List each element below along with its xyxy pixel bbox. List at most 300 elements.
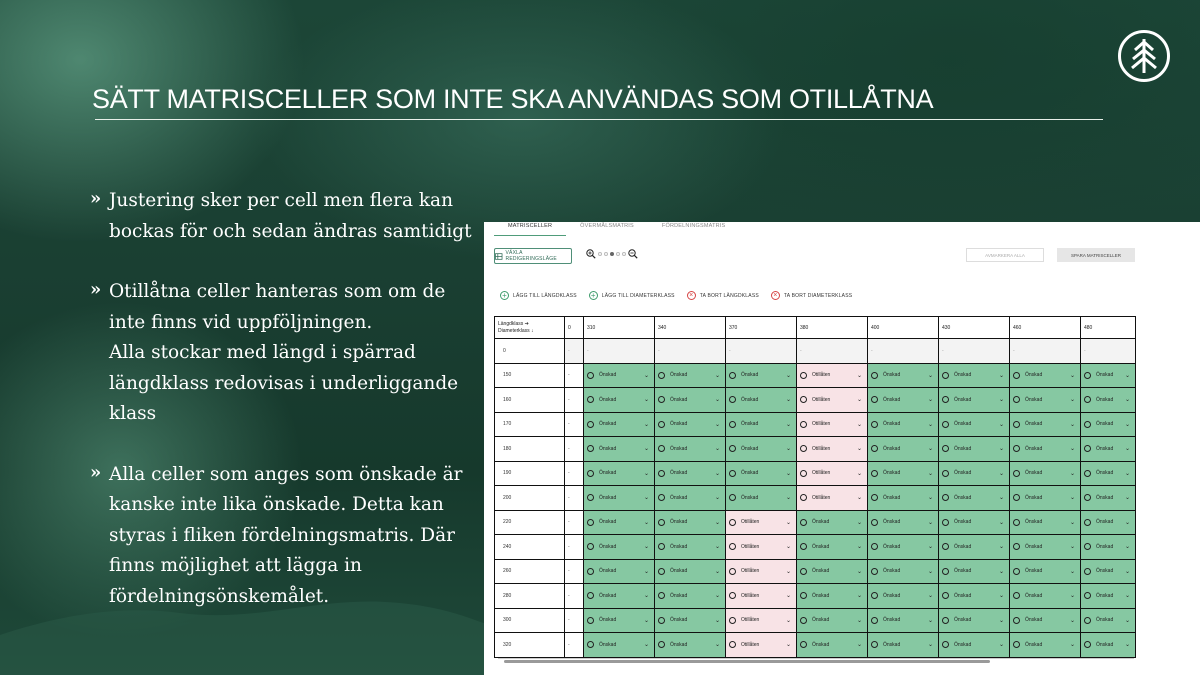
- length-class-header[interactable]: 380: [797, 317, 868, 339]
- matrix-cell-desired[interactable]: [939, 608, 1010, 633]
- horizontal-scrollbar[interactable]: [498, 658, 1134, 663]
- matrix-cell-desired[interactable]: [1010, 633, 1081, 658]
- length-class-header[interactable]: 370: [726, 317, 797, 339]
- cell-checkbox[interactable]: [587, 396, 594, 403]
- matrix-cell-desired[interactable]: [726, 363, 797, 388]
- cell-checkbox[interactable]: [587, 543, 594, 550]
- cell-select[interactable]: [658, 470, 722, 477]
- cell-checkbox[interactable]: [658, 519, 665, 526]
- cell-select[interactable]: [587, 617, 651, 624]
- matrix-cell-desired[interactable]: [1010, 510, 1081, 535]
- chevron-down-icon[interactable]: ⌄: [856, 470, 862, 477]
- cell-checkbox[interactable]: [1084, 568, 1091, 575]
- matrix-cell-desired[interactable]: [939, 412, 1010, 437]
- matrix-cell-desired[interactable]: [868, 412, 939, 437]
- chevron-down-icon[interactable]: ⌄: [714, 470, 720, 477]
- matrix-cell-desired[interactable]: [584, 412, 655, 437]
- diameter-class-header[interactable]: 320: [495, 633, 565, 658]
- cell-checkbox[interactable]: [942, 396, 949, 403]
- matrix-cell-desired[interactable]: [655, 486, 726, 511]
- cell-checkbox[interactable]: [729, 372, 736, 379]
- cell-checkbox[interactable]: [1013, 372, 1020, 379]
- chevron-down-icon[interactable]: ⌄: [927, 544, 933, 551]
- cell-select[interactable]: [587, 421, 651, 428]
- cell-checkbox[interactable]: [800, 396, 807, 403]
- cell-checkbox[interactable]: [871, 470, 878, 477]
- cell-checkbox[interactable]: [729, 543, 736, 550]
- cell-checkbox[interactable]: [942, 445, 949, 452]
- cell-checkbox[interactable]: [800, 494, 807, 501]
- cell-checkbox[interactable]: [587, 494, 594, 501]
- chevron-down-icon[interactable]: ⌄: [643, 495, 649, 502]
- chevron-down-icon[interactable]: ⌄: [714, 568, 720, 575]
- matrix-cell-desired[interactable]: [655, 559, 726, 584]
- matrix-cell-desired[interactable]: [584, 559, 655, 584]
- matrix-cell-desired[interactable]: [1081, 486, 1136, 511]
- chevron-down-icon[interactable]: ⌄: [856, 642, 862, 649]
- matrix-cell-forbidden[interactable]: [797, 437, 868, 462]
- chevron-down-icon[interactable]: ⌄: [714, 544, 720, 551]
- chevron-down-icon[interactable]: ⌄: [1069, 519, 1075, 526]
- chevron-down-icon[interactable]: ⌄: [856, 519, 862, 526]
- chevron-down-icon[interactable]: ⌄: [856, 372, 862, 379]
- cell-select[interactable]: [1013, 592, 1077, 599]
- matrix-cell-desired[interactable]: [584, 584, 655, 609]
- chevron-down-icon[interactable]: ⌄: [998, 519, 1004, 526]
- cell-checkbox[interactable]: [1084, 543, 1091, 550]
- matrix-cell-desired[interactable]: [939, 584, 1010, 609]
- cell-checkbox[interactable]: [587, 592, 594, 599]
- cell-select[interactable]: [658, 592, 722, 599]
- matrix-cell-forbidden[interactable]: [797, 388, 868, 413]
- cell-select[interactable]: [800, 519, 864, 526]
- chevron-down-icon[interactable]: ⌄: [643, 642, 649, 649]
- cell-select[interactable]: [1013, 445, 1077, 452]
- cell-select[interactable]: [800, 421, 864, 428]
- cell-checkbox[interactable]: [871, 617, 878, 624]
- cell-select[interactable]: [587, 592, 651, 599]
- matrix-cell-desired[interactable]: [1081, 584, 1136, 609]
- cell-checkbox[interactable]: [729, 445, 736, 452]
- chevron-down-icon[interactable]: ⌄: [856, 617, 862, 624]
- cell-checkbox[interactable]: [1013, 421, 1020, 428]
- cell-checkbox[interactable]: [1013, 617, 1020, 624]
- chevron-down-icon[interactable]: ⌄: [998, 470, 1004, 477]
- matrix-cell-desired[interactable]: [584, 608, 655, 633]
- cell-select[interactable]: [871, 543, 935, 550]
- cell-select[interactable]: [1084, 445, 1132, 452]
- cell-select[interactable]: [1084, 470, 1132, 477]
- zoom-level-dot[interactable]: [604, 252, 608, 256]
- cell-select[interactable]: [587, 568, 651, 575]
- chevron-down-icon[interactable]: ⌄: [1069, 470, 1075, 477]
- cell-checkbox[interactable]: [800, 617, 807, 624]
- matrix-cell-desired[interactable]: [726, 437, 797, 462]
- cell-select[interactable]: [800, 470, 864, 477]
- matrix-cell-desired[interactable]: [1010, 388, 1081, 413]
- matrix-cell-desired[interactable]: [797, 584, 868, 609]
- cell-checkbox[interactable]: [1013, 494, 1020, 501]
- matrix-cell-desired[interactable]: [1081, 510, 1136, 535]
- cell-select[interactable]: [871, 494, 935, 501]
- chevron-down-icon[interactable]: ⌄: [998, 421, 1004, 428]
- cell-checkbox[interactable]: [729, 494, 736, 501]
- matrix-cell-desired[interactable]: [584, 510, 655, 535]
- chevron-down-icon[interactable]: ⌄: [927, 642, 933, 649]
- matrix-cell-desired[interactable]: [655, 363, 726, 388]
- cell-select[interactable]: [800, 445, 864, 452]
- chevron-down-icon[interactable]: ⌄: [785, 372, 791, 379]
- matrix-cell-desired[interactable]: [655, 388, 726, 413]
- matrix-cell-desired[interactable]: [726, 461, 797, 486]
- cell-select[interactable]: [1084, 641, 1132, 648]
- cell-select[interactable]: [1013, 543, 1077, 550]
- cell-checkbox[interactable]: [800, 641, 807, 648]
- cell-select[interactable]: [1084, 372, 1132, 379]
- chevron-down-icon[interactable]: ⌄: [785, 446, 791, 453]
- zoom-in-icon[interactable]: [586, 249, 596, 259]
- cell-checkbox[interactable]: [658, 445, 665, 452]
- matrix-cell-desired[interactable]: [1081, 608, 1136, 633]
- cell-checkbox[interactable]: [729, 421, 736, 428]
- zoom-level-dot[interactable]: [622, 252, 626, 256]
- matrix-cell-desired[interactable]: [655, 510, 726, 535]
- chevron-down-icon[interactable]: ⌄: [856, 446, 862, 453]
- matrix-cell-desired[interactable]: [868, 363, 939, 388]
- cell-select[interactable]: [942, 445, 1006, 452]
- chevron-down-icon[interactable]: ⌄: [1069, 568, 1075, 575]
- cell-select[interactable]: [729, 617, 793, 624]
- chevron-down-icon[interactable]: ⌄: [927, 372, 933, 379]
- matrix-cell-forbidden[interactable]: [726, 584, 797, 609]
- matrix-cell-desired[interactable]: [797, 510, 868, 535]
- cell-select[interactable]: [1084, 592, 1132, 599]
- matrix-cell-desired[interactable]: [1081, 559, 1136, 584]
- chevron-down-icon[interactable]: ⌄: [1124, 495, 1130, 502]
- chevron-down-icon[interactable]: ⌄: [643, 372, 649, 379]
- matrix-cell-desired[interactable]: [797, 633, 868, 658]
- zoom-level-dot-active[interactable]: [610, 252, 614, 256]
- matrix-cell-desired[interactable]: [584, 437, 655, 462]
- cell-select[interactable]: [871, 372, 935, 379]
- cell-select[interactable]: [1013, 641, 1077, 648]
- matrix-cell-desired[interactable]: [797, 608, 868, 633]
- matrix-cell-forbidden[interactable]: [726, 535, 797, 560]
- cell-checkbox[interactable]: [729, 519, 736, 526]
- cell-select[interactable]: [1084, 519, 1132, 526]
- cell-select[interactable]: [1084, 396, 1132, 403]
- diameter-class-header[interactable]: 180: [495, 437, 565, 462]
- matrix-cell-desired[interactable]: [584, 486, 655, 511]
- cell-checkbox[interactable]: [729, 396, 736, 403]
- length-class-header[interactable]: 0: [565, 317, 584, 339]
- cell-select[interactable]: [871, 396, 935, 403]
- cell-select[interactable]: [587, 470, 651, 477]
- matrix-cell-desired[interactable]: [868, 388, 939, 413]
- chevron-down-icon[interactable]: ⌄: [643, 421, 649, 428]
- chevron-down-icon[interactable]: ⌄: [714, 593, 720, 600]
- chevron-down-icon[interactable]: ⌄: [1069, 642, 1075, 649]
- zoom-level-dot[interactable]: [616, 252, 620, 256]
- chevron-down-icon[interactable]: ⌄: [856, 593, 862, 600]
- cell-checkbox[interactable]: [800, 519, 807, 526]
- chevron-down-icon[interactable]: ⌄: [856, 421, 862, 428]
- cell-select[interactable]: [1013, 519, 1077, 526]
- matrix-cell-desired[interactable]: [939, 388, 1010, 413]
- cell-checkbox[interactable]: [658, 592, 665, 599]
- remove-length-class-button[interactable]: [687, 291, 759, 300]
- cell-select[interactable]: [942, 372, 1006, 379]
- cell-checkbox[interactable]: [871, 543, 878, 550]
- cell-select[interactable]: [1013, 421, 1077, 428]
- matrix-cell-desired[interactable]: [584, 388, 655, 413]
- diameter-class-header[interactable]: 0: [495, 339, 565, 364]
- cell-checkbox[interactable]: [1084, 445, 1091, 452]
- deselect-all-button[interactable]: AVMARKERA ALLA: [966, 248, 1044, 262]
- cell-select[interactable]: [800, 494, 864, 501]
- matrix-cell-desired[interactable]: [1010, 363, 1081, 388]
- chevron-down-icon[interactable]: ⌄: [856, 568, 862, 575]
- cell-select[interactable]: [587, 372, 651, 379]
- matrix-cell-desired[interactable]: [1010, 461, 1081, 486]
- matrix-cell-desired[interactable]: [868, 486, 939, 511]
- cell-select[interactable]: [729, 641, 793, 648]
- chevron-down-icon[interactable]: ⌄: [998, 642, 1004, 649]
- matrix-cell-desired[interactable]: [868, 535, 939, 560]
- matrix-cell-desired[interactable]: [655, 584, 726, 609]
- scrollbar-thumb[interactable]: [504, 660, 990, 663]
- cell-checkbox[interactable]: [1084, 494, 1091, 501]
- cell-select[interactable]: [871, 617, 935, 624]
- cell-checkbox[interactable]: [587, 372, 594, 379]
- chevron-down-icon[interactable]: ⌄: [1124, 519, 1130, 526]
- cell-select[interactable]: [871, 592, 935, 599]
- add-length-class-button[interactable]: [500, 291, 577, 300]
- matrix-cell-desired[interactable]: [1010, 486, 1081, 511]
- chevron-down-icon[interactable]: ⌄: [1124, 421, 1130, 428]
- chevron-down-icon[interactable]: ⌄: [927, 421, 933, 428]
- chevron-down-icon[interactable]: ⌄: [785, 495, 791, 502]
- cell-checkbox[interactable]: [942, 617, 949, 624]
- chevron-down-icon[interactable]: ⌄: [1124, 593, 1130, 600]
- save-matrix-cells-button[interactable]: SPARA MATRISCELLER: [1057, 248, 1135, 262]
- chevron-down-icon[interactable]: ⌄: [998, 372, 1004, 379]
- length-class-header[interactable]: 340: [655, 317, 726, 339]
- cell-select[interactable]: [1013, 372, 1077, 379]
- cell-select[interactable]: [942, 396, 1006, 403]
- cell-checkbox[interactable]: [942, 470, 949, 477]
- chevron-down-icon[interactable]: ⌄: [1069, 446, 1075, 453]
- cell-select[interactable]: [1013, 470, 1077, 477]
- chevron-down-icon[interactable]: ⌄: [785, 617, 791, 624]
- chevron-down-icon[interactable]: ⌄: [856, 397, 862, 404]
- chevron-down-icon[interactable]: ⌄: [1124, 568, 1130, 575]
- chevron-down-icon[interactable]: ⌄: [714, 446, 720, 453]
- matrix-cell-desired[interactable]: [868, 461, 939, 486]
- cell-checkbox[interactable]: [871, 592, 878, 599]
- matrix-cell-desired[interactable]: [868, 633, 939, 658]
- cell-select[interactable]: [942, 494, 1006, 501]
- cell-select[interactable]: [871, 445, 935, 452]
- chevron-down-icon[interactable]: ⌄: [927, 397, 933, 404]
- matrix-cell-desired[interactable]: [726, 486, 797, 511]
- matrix-cell-desired[interactable]: [1081, 633, 1136, 658]
- cell-checkbox[interactable]: [871, 396, 878, 403]
- cell-select[interactable]: [729, 396, 793, 403]
- length-class-header[interactable]: 310: [584, 317, 655, 339]
- chevron-down-icon[interactable]: ⌄: [785, 642, 791, 649]
- matrix-cell-desired[interactable]: [1081, 535, 1136, 560]
- cell-select[interactable]: [800, 543, 864, 550]
- cell-checkbox[interactable]: [1084, 617, 1091, 624]
- chevron-down-icon[interactable]: ⌄: [998, 617, 1004, 624]
- matrix-cell-desired[interactable]: [939, 535, 1010, 560]
- cell-select[interactable]: [1084, 568, 1132, 575]
- chevron-down-icon[interactable]: ⌄: [785, 568, 791, 575]
- cell-checkbox[interactable]: [800, 470, 807, 477]
- chevron-down-icon[interactable]: ⌄: [785, 519, 791, 526]
- chevron-down-icon[interactable]: ⌄: [714, 397, 720, 404]
- cell-checkbox[interactable]: [658, 396, 665, 403]
- matrix-cell-desired[interactable]: [1010, 559, 1081, 584]
- chevron-down-icon[interactable]: ⌄: [998, 446, 1004, 453]
- diameter-class-header[interactable]: 240: [495, 535, 565, 560]
- matrix-cell-desired[interactable]: [726, 412, 797, 437]
- chevron-down-icon[interactable]: ⌄: [643, 617, 649, 624]
- cell-checkbox[interactable]: [729, 592, 736, 599]
- chevron-down-icon[interactable]: ⌄: [714, 421, 720, 428]
- tab-fördelningsmatris[interactable]: FÖRDELNINGSMATRIS: [661, 223, 726, 229]
- cell-checkbox[interactable]: [871, 519, 878, 526]
- cell-checkbox[interactable]: [1013, 396, 1020, 403]
- chevron-down-icon[interactable]: ⌄: [998, 568, 1004, 575]
- matrix-cell-forbidden[interactable]: [726, 510, 797, 535]
- chevron-down-icon[interactable]: ⌄: [1069, 495, 1075, 502]
- chevron-down-icon[interactable]: ⌄: [1124, 470, 1130, 477]
- cell-checkbox[interactable]: [1013, 641, 1020, 648]
- cell-checkbox[interactable]: [800, 421, 807, 428]
- diameter-class-header[interactable]: 220: [495, 510, 565, 535]
- cell-select[interactable]: [658, 421, 722, 428]
- cell-checkbox[interactable]: [942, 372, 949, 379]
- diameter-class-header[interactable]: 160: [495, 388, 565, 413]
- cell-select[interactable]: [658, 543, 722, 550]
- cell-checkbox[interactable]: [871, 372, 878, 379]
- matrix-cell-desired[interactable]: [655, 633, 726, 658]
- cell-select[interactable]: [800, 617, 864, 624]
- cell-select[interactable]: [942, 421, 1006, 428]
- cell-checkbox[interactable]: [800, 372, 807, 379]
- cell-select[interactable]: [729, 470, 793, 477]
- length-class-header[interactable]: 460: [1010, 317, 1081, 339]
- matrix-cell-desired[interactable]: [584, 461, 655, 486]
- chevron-down-icon[interactable]: ⌄: [714, 372, 720, 379]
- cell-select[interactable]: [942, 641, 1006, 648]
- chevron-down-icon[interactable]: ⌄: [643, 568, 649, 575]
- matrix-cell-desired[interactable]: [1081, 412, 1136, 437]
- remove-diameter-class-button[interactable]: [771, 291, 852, 300]
- chevron-down-icon[interactable]: ⌄: [927, 446, 933, 453]
- cell-checkbox[interactable]: [658, 617, 665, 624]
- cell-checkbox[interactable]: [1084, 372, 1091, 379]
- cell-select[interactable]: [729, 519, 793, 526]
- matrix-cell-desired[interactable]: [939, 559, 1010, 584]
- cell-select[interactable]: [871, 568, 935, 575]
- cell-checkbox[interactable]: [871, 421, 878, 428]
- cell-select[interactable]: [871, 519, 935, 526]
- matrix-cell-forbidden[interactable]: [797, 412, 868, 437]
- cell-checkbox[interactable]: [729, 641, 736, 648]
- diameter-class-header[interactable]: 200: [495, 486, 565, 511]
- chevron-down-icon[interactable]: ⌄: [927, 568, 933, 575]
- cell-checkbox[interactable]: [1013, 470, 1020, 477]
- zoom-level-dot[interactable]: [598, 252, 602, 256]
- chevron-down-icon[interactable]: ⌄: [856, 495, 862, 502]
- matrix-cell-desired[interactable]: [655, 608, 726, 633]
- cell-checkbox[interactable]: [942, 592, 949, 599]
- matrix-cell-desired[interactable]: [939, 486, 1010, 511]
- cell-select[interactable]: [729, 372, 793, 379]
- cell-checkbox[interactable]: [729, 470, 736, 477]
- chevron-down-icon[interactable]: ⌄: [643, 544, 649, 551]
- cell-select[interactable]: [1013, 568, 1077, 575]
- chevron-down-icon[interactable]: ⌄: [1069, 421, 1075, 428]
- cell-checkbox[interactable]: [1013, 543, 1020, 550]
- cell-checkbox[interactable]: [587, 568, 594, 575]
- length-class-header[interactable]: 400: [868, 317, 939, 339]
- cell-checkbox[interactable]: [1084, 396, 1091, 403]
- cell-select[interactable]: [587, 396, 651, 403]
- cell-select[interactable]: [871, 641, 935, 648]
- cell-checkbox[interactable]: [1084, 641, 1091, 648]
- cell-checkbox[interactable]: [587, 421, 594, 428]
- chevron-down-icon[interactable]: ⌄: [1124, 617, 1130, 624]
- chevron-down-icon[interactable]: ⌄: [998, 544, 1004, 551]
- cell-select[interactable]: [658, 641, 722, 648]
- chevron-down-icon[interactable]: ⌄: [714, 495, 720, 502]
- matrix-cell-desired[interactable]: [939, 510, 1010, 535]
- matrix-cell-desired[interactable]: [797, 559, 868, 584]
- cell-select[interactable]: [729, 592, 793, 599]
- cell-select[interactable]: [1084, 617, 1132, 624]
- matrix-cell-desired[interactable]: [868, 608, 939, 633]
- chevron-down-icon[interactable]: ⌄: [927, 495, 933, 502]
- diameter-class-header[interactable]: 170: [495, 412, 565, 437]
- chevron-down-icon[interactable]: ⌄: [785, 544, 791, 551]
- matrix-cell-desired[interactable]: [868, 584, 939, 609]
- cell-select[interactable]: [871, 421, 935, 428]
- cell-checkbox[interactable]: [942, 641, 949, 648]
- cell-select[interactable]: [942, 617, 1006, 624]
- cell-checkbox[interactable]: [800, 445, 807, 452]
- cell-checkbox[interactable]: [1084, 421, 1091, 428]
- matrix-cell-desired[interactable]: [584, 535, 655, 560]
- zoom-out-icon[interactable]: [628, 249, 638, 259]
- matrix-cell-forbidden[interactable]: [797, 461, 868, 486]
- cell-select[interactable]: [1084, 494, 1132, 501]
- cell-select[interactable]: [729, 543, 793, 550]
- chevron-down-icon[interactable]: ⌄: [785, 421, 791, 428]
- chevron-down-icon[interactable]: ⌄: [643, 470, 649, 477]
- cell-checkbox[interactable]: [658, 470, 665, 477]
- chevron-down-icon[interactable]: ⌄: [1124, 446, 1130, 453]
- chevron-down-icon[interactable]: ⌄: [1124, 544, 1130, 551]
- cell-checkbox[interactable]: [658, 372, 665, 379]
- cell-checkbox[interactable]: [658, 568, 665, 575]
- matrix-cell-desired[interactable]: [868, 510, 939, 535]
- cell-select[interactable]: [658, 617, 722, 624]
- matrix-cell-desired[interactable]: [655, 535, 726, 560]
